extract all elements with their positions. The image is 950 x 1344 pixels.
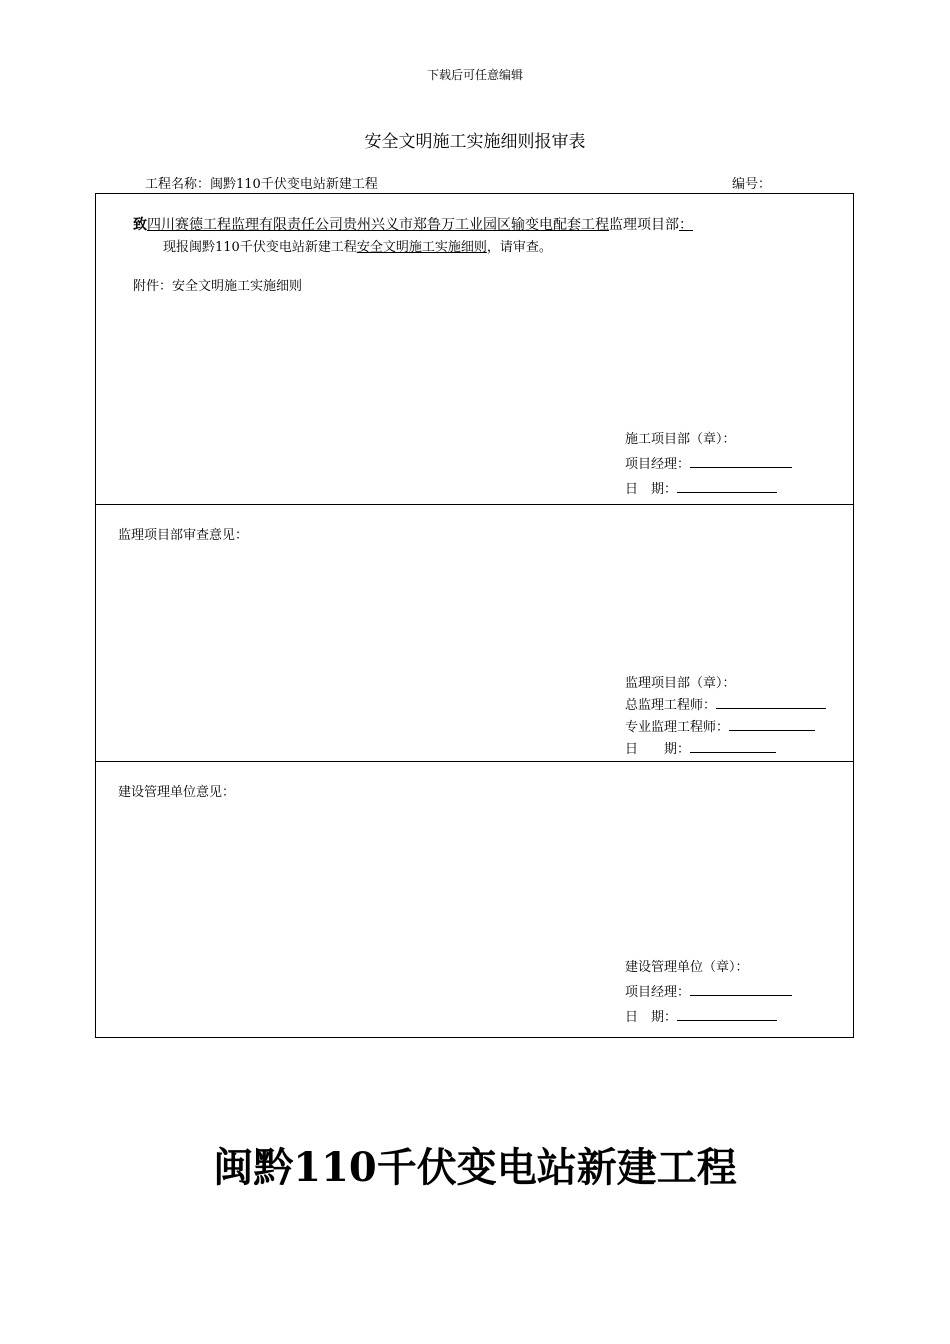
owner-section <box>96 762 853 1037</box>
project-manager-label: 项目经理： <box>625 457 691 472</box>
owner-manager-line <box>625 981 792 1000</box>
owner-date-label: 日 期： <box>625 1010 678 1025</box>
code-label: 编号： <box>732 177 772 192</box>
report-document: 安全文明施工实施细则 <box>356 240 487 255</box>
specialist-engineer-label: 专业监理工程师： <box>625 720 730 735</box>
footer-project-title: 闽黔110千伏变电站新建工程 <box>213 1144 737 1191</box>
addressee-org: 四川赛德工程监理有限责任公司贵州兴义市郑鲁万工业园区输变电配套工程 <box>147 217 609 233</box>
project-manager-line <box>625 453 792 472</box>
supervision-date-line <box>625 738 776 757</box>
header-note: 下载后可任意编辑 <box>426 68 523 82</box>
review-form-table <box>95 193 854 1038</box>
to-prefix: 致 <box>133 217 147 233</box>
project-name: 工程名称：闽黔110千伏变电站新建工程 <box>145 177 378 192</box>
addressee-dept: 监理项目部 <box>609 217 679 233</box>
project-manager-blank[interactable] <box>690 455 792 468</box>
chief-engineer-label: 总监理工程师： <box>625 698 717 713</box>
supervision-opinion-label: 监理项目部审查意见： <box>118 528 249 543</box>
supervision-section <box>96 505 853 762</box>
addressee-line <box>133 214 693 234</box>
report-prefix: 现报闽黔110千伏变电站新建工程 <box>163 240 357 255</box>
owner-date-blank[interactable] <box>677 1008 777 1021</box>
date-line <box>625 478 777 497</box>
report-line <box>163 236 552 255</box>
owner-opinion-label: 建设管理单位意见： <box>118 785 236 800</box>
specialist-engineer-line <box>625 716 815 735</box>
owner-date-line <box>625 1006 777 1025</box>
supervision-date-label: 日 期： <box>625 742 691 757</box>
owner-unit-seal: 建设管理单位（章）： <box>625 960 749 975</box>
supervision-date-blank[interactable] <box>690 740 776 753</box>
submission-section <box>96 194 853 505</box>
document-title: 安全文明施工实施细则报审表 <box>364 132 586 152</box>
addressee-colon: ： <box>679 217 693 233</box>
chief-engineer-line <box>625 694 826 713</box>
supervision-dept-seal: 监理项目部（章）： <box>625 676 736 691</box>
specialist-engineer-blank[interactable] <box>729 718 815 731</box>
date-blank[interactable] <box>677 480 777 493</box>
owner-manager-blank[interactable] <box>690 983 792 996</box>
chief-engineer-blank[interactable] <box>716 696 826 709</box>
attachment-line: 附件：安全文明施工实施细则 <box>133 279 303 294</box>
owner-manager-label: 项目经理： <box>625 985 691 1000</box>
date-label: 日 期： <box>625 482 678 497</box>
construction-dept-seal: 施工项目部（章）： <box>625 432 736 447</box>
report-suffix: ，请审查。 <box>486 240 552 255</box>
